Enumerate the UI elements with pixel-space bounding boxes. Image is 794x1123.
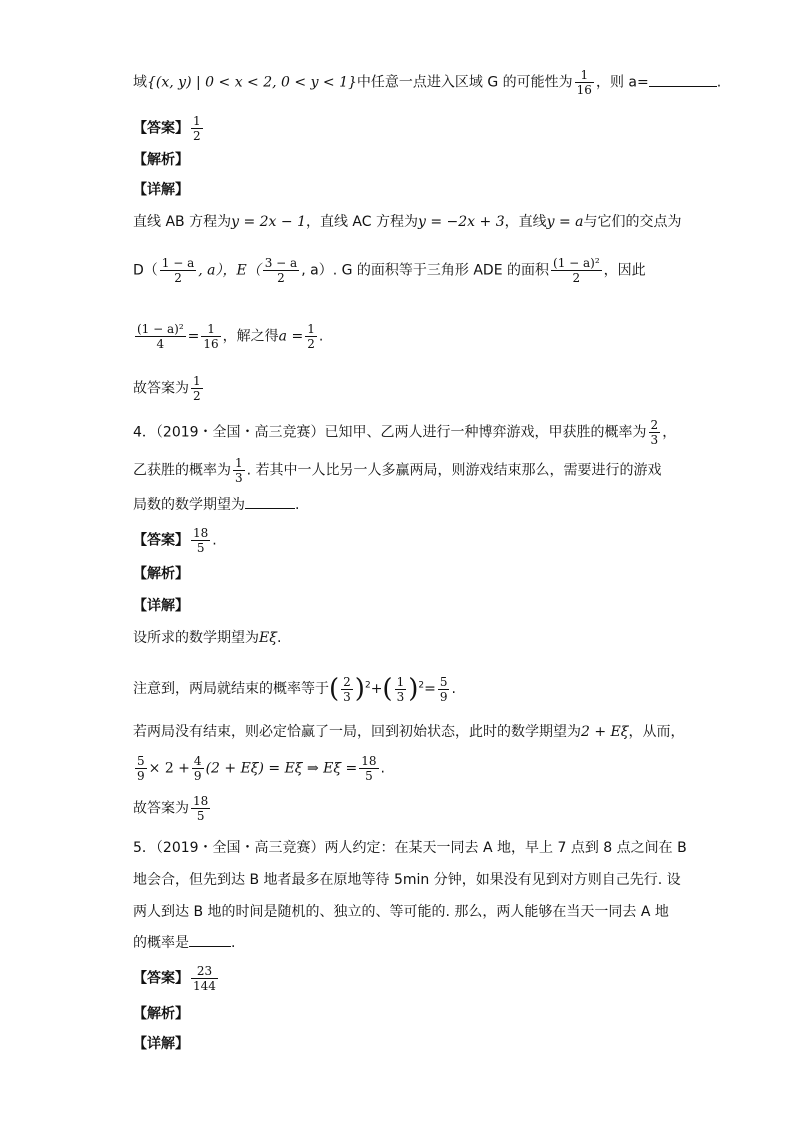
text-segment: 直线 AB 方程为 — [133, 214, 232, 230]
q4-answer-blank — [245, 494, 295, 509]
q3-answer-fraction: $\frac{1}{2}$ — [193, 114, 201, 143]
text-segment: 故答案为 — [133, 380, 189, 397]
q3-stem-post: ，则 a= — [595, 74, 649, 91]
q4-answer — [133, 526, 217, 555]
q4-analysis-label: 【解析】 — [133, 566, 189, 582]
equals-sign: = — [424, 681, 436, 697]
text-segment: D（ — [133, 262, 158, 279]
one-third-fraction: $\frac{1}{3}$ — [396, 674, 405, 704]
text-segment: . — [276, 630, 282, 646]
text-segment: 设所求的数学期望为 — [133, 630, 259, 646]
four-ninths-fraction: $\frac{4}{9}$ — [193, 754, 202, 783]
q4-detail-line3 — [133, 722, 684, 742]
point-d-fraction: $\frac{1 - a}{2}$ — [161, 256, 195, 285]
eq-ab: y = 2x − 1 — [231, 214, 306, 230]
text-segment: ， — [662, 424, 677, 441]
eq-ac: y = −2x + 3 — [418, 214, 505, 230]
q3-detail-line1 — [133, 212, 682, 232]
text-segment: 4．（2019・全国・高三竞赛）已知甲、乙两人进行一种博弈游戏，甲获胜的概率为 — [133, 424, 647, 441]
five-ninths-fraction: $\frac{5}{9}$ — [137, 754, 145, 783]
q5-stem-line1: 5．（2019・全国・高三竞赛）两人约定：在某天一同去 A 地，早上 7 点到 8 点之间在 B — [133, 840, 687, 856]
q5-stem-line4 — [133, 932, 235, 953]
expectation-symbol: Eξ — [259, 630, 277, 646]
text-segment: 与它们的交点为 — [583, 214, 682, 230]
q4-stem-line1 — [133, 418, 676, 447]
q5-detail-label: 【详解】 — [133, 1036, 189, 1052]
q3-final — [133, 374, 205, 403]
two-thirds-fraction: $\frac{2}{3}$ — [343, 674, 351, 704]
q5-answer-fraction: $\frac{23}{144}$ — [193, 964, 216, 993]
text-segment: 若两局没有结束，则必定恰赢了一局，回到初始状态，此时的数学期望为 — [133, 724, 581, 740]
q3-stem — [133, 68, 721, 97]
q3-detail-line2 — [133, 256, 646, 285]
equals-sign: = — [187, 328, 200, 345]
q4-stem-line3 — [133, 494, 299, 515]
q5-stem-line3: 两人到达 B 地的时间是随机的、独立的、等可能的. 那么，两人能够在当天一同去 A 地 — [133, 904, 669, 920]
times-expr: × 2 + — [148, 760, 190, 777]
answer-label: 【答案】 — [133, 970, 189, 987]
q4-final-fraction: $\frac{18}{5}$ — [193, 794, 209, 823]
q5-answer-blank — [189, 932, 231, 947]
result-fraction: $\frac{18}{5}$ — [361, 754, 377, 783]
text-segment: . — [380, 760, 385, 777]
answer-label: 【答案】 — [133, 532, 189, 549]
text-segment: ，直线 — [504, 214, 547, 230]
text-segment: ，因此 — [603, 262, 646, 279]
q5-analysis-label: 【解析】 — [133, 1006, 189, 1022]
q3-prob-fraction: $\frac{1}{16}$ — [576, 68, 592, 97]
q4-detail-line1 — [133, 628, 281, 648]
text-segment: ，直线 AC 方程为 — [305, 214, 418, 230]
solution-fraction: $\frac{1}{2}$ — [307, 322, 315, 351]
q4-final — [133, 794, 212, 823]
q4-stem-line2 — [133, 456, 662, 485]
q5-stem-line2: 地会合，但先到达 B 地者最多在原地等待 5min 分钟，如果没有见到对方则自己先行. 设 — [133, 872, 681, 888]
text-segment: . — [231, 935, 236, 951]
solution-var: a = — [278, 328, 304, 345]
text-segment: 乙获胜的概率为 — [133, 462, 231, 479]
q4-detail-label: 【详解】 — [133, 598, 189, 614]
q3-analysis-label: 【解析】 — [133, 152, 189, 168]
eq-ya: y = a — [546, 214, 584, 230]
text-segment: . — [212, 532, 217, 549]
text-segment: , a）. G 的面积等于三角形 ADE 的面积 — [301, 262, 550, 279]
area-fraction: $\frac{\text{(1 − a)²}}{2}$ — [553, 256, 600, 285]
lhs-fraction: $\frac{\text{(1 − a)²}}{4}$ — [137, 322, 184, 351]
text-segment: . — [451, 681, 456, 697]
equation-expr: (2 + Eξ) = Eξ ⇒ Eξ = — [205, 760, 358, 777]
text-segment: . 若其中一人比另一人多赢两局，则游戏结束那么，需要进行的游戏 — [246, 462, 662, 479]
q3-final-fraction: $\frac{1}{2}$ — [193, 374, 201, 403]
answer-label: 【答案】 — [133, 120, 189, 137]
expectation-expr: 2 + Eξ — [581, 724, 629, 740]
q3-domain-set: {(x, y) | 0 < x < 2, 0 < y < 1} — [147, 74, 357, 91]
text-segment: 的概率是 — [133, 935, 189, 951]
q3-stem-mid: 中任意一点进入区域 G 的可能性为 — [356, 74, 573, 91]
text-segment: ，解之得 — [222, 328, 279, 345]
text-segment: . — [295, 497, 300, 513]
text-segment: , a），E（ — [198, 262, 261, 279]
q3-detail-label: 【详解】 — [133, 182, 189, 198]
q3-answer — [133, 114, 205, 143]
text-segment: 故答案为 — [133, 800, 189, 817]
q5-answer — [133, 964, 220, 993]
q3-answer-blank — [649, 72, 717, 87]
q4-p2-fraction: $\frac{1}{3}$ — [235, 456, 243, 485]
q4-detail-line2: 注意到，两局就结束的概率等于( $\frac{2}{3}$ )$^2$+( $\frac{1}{3}$ )$^2$= $\frac{5}{9}$ . — [133, 674, 456, 704]
q4-answer-fraction: $\frac{18}{5}$ — [193, 526, 209, 555]
five-ninths-fraction: $\frac{5}{9}$ — [439, 674, 448, 704]
text-segment: 局数的数学期望为 — [133, 497, 245, 513]
q4-p1-fraction: $\frac{2}{3}$ — [650, 418, 659, 447]
text-segment: 注意到，两局就结束的概率等于 — [133, 681, 329, 697]
q3-stem-end: . — [716, 74, 722, 91]
q4-detail-line4 — [133, 754, 385, 783]
text-segment: . — [318, 328, 324, 345]
q3-stem-pre: 域 — [133, 74, 147, 91]
q3-detail-line3 — [133, 322, 323, 351]
plus-sign: + — [370, 681, 383, 697]
text-segment: ，从而， — [628, 724, 685, 740]
point-e-fraction: $\frac{3 - a}{2}$ — [264, 256, 298, 285]
rhs-fraction: $\frac{1}{16}$ — [203, 322, 219, 351]
